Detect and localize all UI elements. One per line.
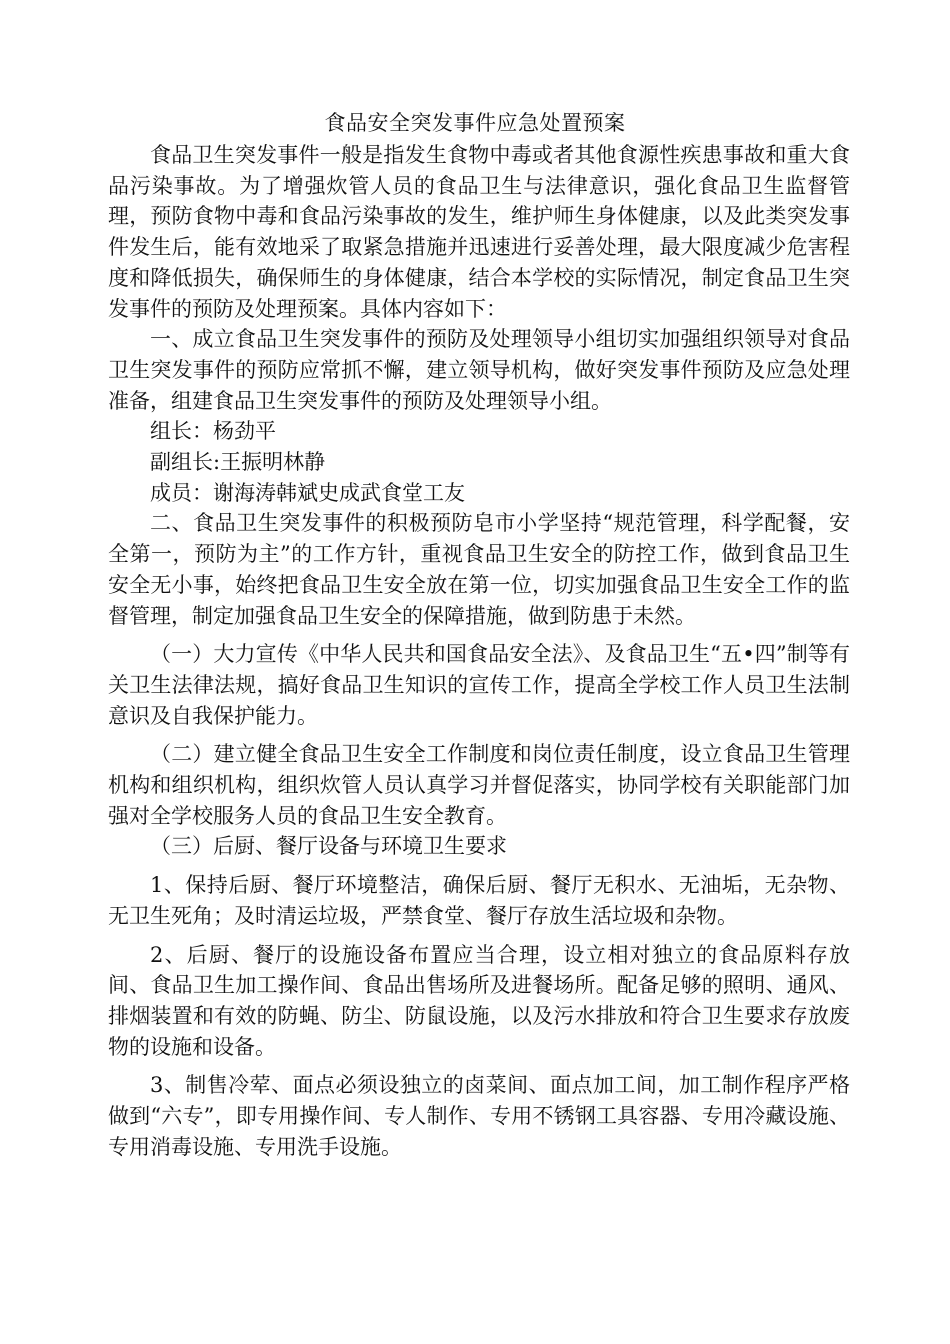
deputy-leader-line: 副组长:王振明林静 [150,450,326,475]
section-two-paragraph: 二、食品卫生突发事件的积极预防皂市小学坚持“规范管理，科学配餐，安全第一，预防为主”的工作方针，重视食品卫生安全的防控工作，做到食品卫生安全无小事，始终把食品卫生安全放在第一位，切实加强食品卫生安全工作的监督管理，制定加强食品卫生安全的保障措施，做到防患于未然。 [108,511,850,628]
item-two-paragraph: 2、后厨、餐厅的设施设备布置应当合理，设立相对独立的食品原料存放间、食品卫生加工操作间、食品出售场所及进餐场所。配备足够的照明、通风、排烟装置和有效的防蝇、防尘、防鼠设施，以及污水排放和符合卫生要求存放废物的设施和设备。 [108,942,850,1059]
group-leader-line: 组长：杨劲平 [150,419,276,444]
subsection-two-paragraph: （二）建立健全食品卫生安全工作制度和岗位责任制度，设立食品卫生管理机构和组织机构，组织炊管人员认真学习并督促落实，协同学校有关职能部门加强对全学校服务人员的食品卫生安全教育。 [108,742,850,828]
document-title: 食品安全突发事件应急处置预案 [324,111,626,135]
section-one-paragraph: 一、成立食品卫生突发事件的预防及处理领导小组切实加强组织领导对食品卫生突发事件的预防应常抓不懈，建立领导机构，做好突发事件预防及应急处理准备，组建食品卫生突发事件的预防及处理领导小组。 [108,327,850,413]
subsection-three-heading: （三）后厨、餐厅设备与环境卫生要求 [150,834,507,859]
members-line: 成员：谢海涛韩斌史成武食堂工友 [150,480,465,505]
intro-paragraph: 食品卫生突发事件一般是指发生食物中毒或者其他食源性疾患事故和重大食品污染事故。为了增强炊管人员的食品卫生与法律意识，强化食品卫生监督管理，预防食物中毒和食品污染事故的发生，维护师生身体健康，以及此类突发事件发生后，能有效地采了取紧急措施并迅速进行妥善处理，最大限度减少危害程度和降低损失，确保师生的身体健康，结合本学校的实际情况，制定食品卫生突发事件的预防及处理预案。具体内容如下： [108,143,850,321]
item-one-paragraph: 1、保持后厨、餐厅环境整洁，确保后厨、餐厅无积水、无油垢，无杂物、无卫生死角；及时清运垃圾，严禁食堂、餐厅存放生活垃圾和杂物。 [108,873,850,928]
item-three-paragraph: 3、制售冷荤、面点必须设独立的卤菜间、面点加工间，加工制作程序严格做到“六专”，即专用操作间、专人制作、专用不锈钢工具容器、专用冷藏设施、专用消毒设施、专用洗手设施。 [108,1073,850,1159]
subsection-one-paragraph: （一）大力宣传《中华人民共和国食品安全法》、及食品卫生“五•四”制等有关卫生法律法规，搞好食品卫生知识的宣传工作，提高全学校工作人员卫生法制意识及自我保护能力。 [108,642,850,728]
document-body [108,140,850,1163]
